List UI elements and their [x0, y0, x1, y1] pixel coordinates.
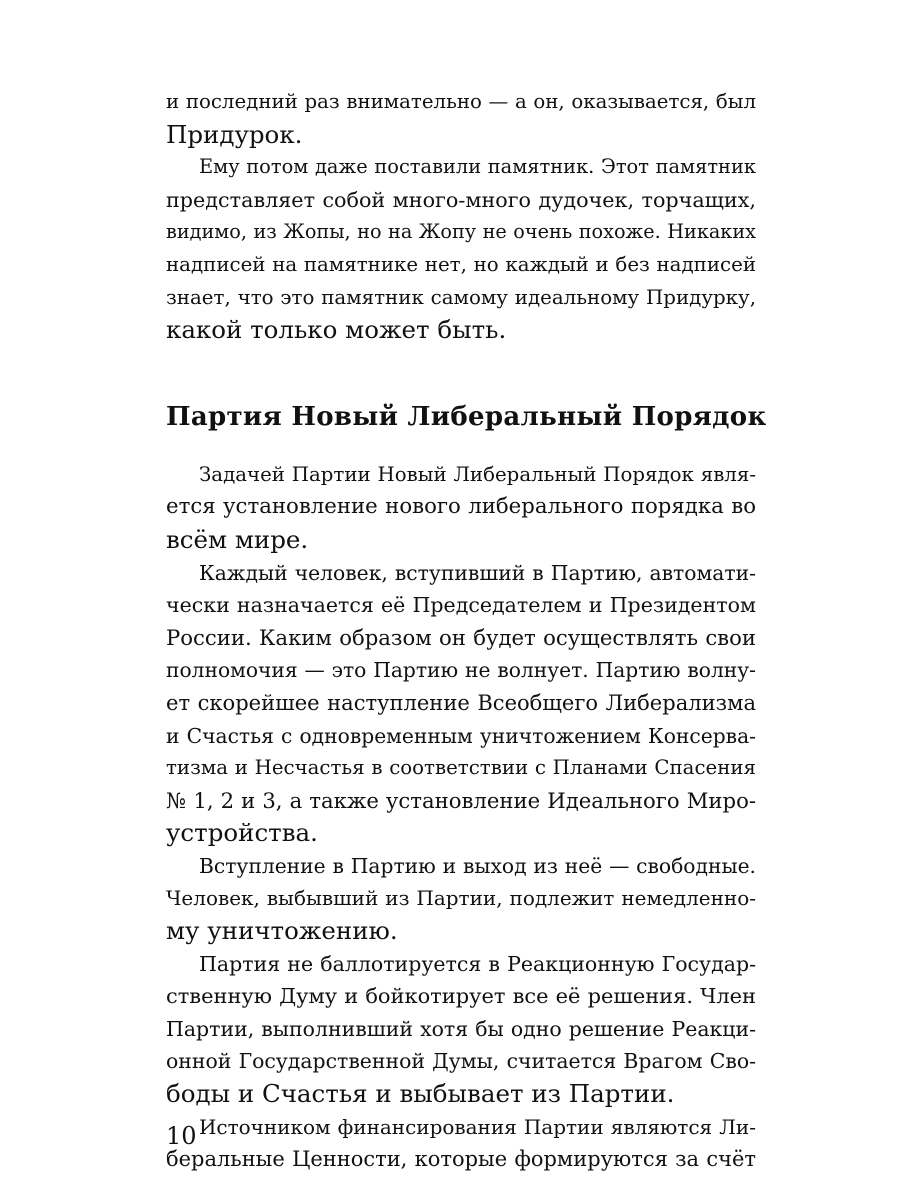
text-line: Ему потом даже поставили памятник. Этот памятник: [199, 155, 756, 179]
text-line: всём мире.: [166, 524, 309, 554]
text-line: боды и Счастья и выбывает из Партии.: [166, 1079, 675, 1109]
paragraph-monument: [166, 151, 756, 347]
page-number: 10: [166, 1122, 197, 1150]
text-line: чески назначается её Председателем и Президентом: [166, 593, 756, 618]
text-line: Задачей Партии Новый Либеральный Порядок явля-: [199, 462, 756, 486]
text-line: ственную Думу и бойкотирует все её решения. Член: [166, 984, 756, 1009]
text-line: знает, что это памятник самому идеальному Придурку,: [166, 285, 756, 309]
section-heading: Партия Новый Либеральный Порядок: [166, 401, 767, 432]
text-line: надписей на памятнике нет, но каждый и без надписей: [166, 252, 756, 276]
text-line: устройства.: [166, 818, 318, 848]
text-line: беральные Ценности, которые формируются за счёт: [166, 1147, 756, 1172]
paragraph-duma: [166, 948, 756, 1111]
text-line: Партия не баллотируется в Реакционную Государ-: [199, 951, 756, 976]
text-line: видимо, из Жопы, но на Жопу не очень похоже. Никаких: [166, 220, 756, 244]
text-line: Партии, выполнивший хотя бы одно решение Реакци-: [166, 1016, 756, 1041]
text-line: тизма и Несчастья в соответствии с Планами Спасения: [166, 756, 756, 780]
paragraph-continuation: [166, 86, 756, 151]
page-body: [166, 86, 767, 1176]
text-line: № 1, 2 и 3, а также установление Идеального Миро-: [166, 787, 756, 813]
paragraph-financing: [166, 1111, 756, 1176]
paragraph-goal: [166, 459, 756, 557]
text-line: ет скорейшее наступление Всеобщего Либерализма: [166, 689, 756, 715]
paragraph-membership: [166, 557, 756, 850]
paragraph-entry-exit: [166, 850, 756, 948]
text-line: Человек, выбывший из Партии, подлежит немедленно-: [166, 886, 756, 911]
section-body: [166, 459, 756, 1176]
text-line: представляет собой много-много дудочек, торчащих,: [166, 187, 756, 212]
text-line: ется установление нового либерального порядка во: [166, 494, 756, 520]
text-line: полномочия — это Партию не волнует. Партию волну-: [166, 658, 756, 683]
text-line: России. Каким образом он будет осуществлять свои: [166, 624, 756, 650]
text-line: Придурок.: [166, 119, 303, 149]
text-line: и последний раз внимательно — а он, оказывается, был: [166, 90, 756, 113]
text-line: Каждый человек, вступивший в Партию, автомати-: [199, 560, 756, 585]
text-line: му уничтожению.: [166, 916, 398, 946]
text-line: онной Государственной Думы, считается Врагом Сво-: [166, 1049, 756, 1074]
text-line: какой только может быть.: [166, 315, 507, 345]
text-line: Источником финансирования Партии являются Ли-: [199, 1114, 756, 1139]
text-line: Вступление в Партию и выход из неё — свободные.: [199, 853, 756, 878]
text-line: и Счастья с одновременным уничтожением Консерва-: [166, 723, 756, 748]
